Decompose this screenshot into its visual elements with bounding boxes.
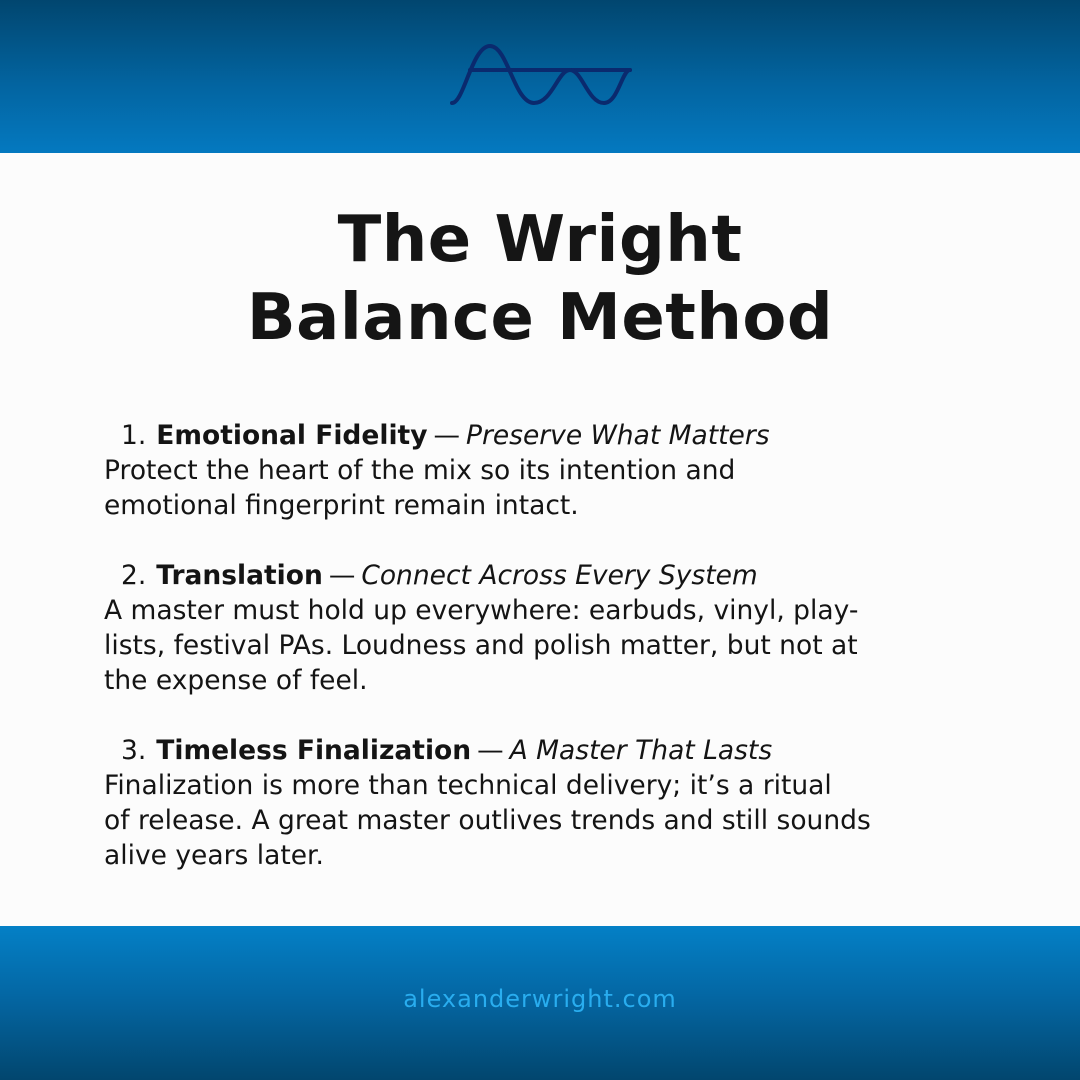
item-subtitle: Connect Across Every System [361,560,758,591]
item-number: 2. [121,560,147,591]
item-name: Timeless Finalization [156,735,472,766]
item-name: Translation [156,560,323,591]
item-description-line: A master must hold up everywhere: earbuds, vinyl, play- [104,595,859,626]
item-subtitle: A Master That Lasts [509,735,773,766]
waveform-logo-icon [448,40,634,110]
item-dash: — [433,420,460,451]
item-subtitle: Preserve What Matters [465,420,770,451]
header-band [0,0,1080,153]
item-heading [104,558,1004,593]
item-number: 1. [121,420,147,451]
item-description [104,453,1004,523]
title-line-2: Balance Method [246,281,834,355]
item-description-line: the expense of feel. [104,665,368,696]
method-list [104,418,1004,908]
item-description-line: Protect the heart of the mix so its intention and [104,455,736,486]
item-description-line: alive years later. [104,840,324,871]
item-name: Emotional Fidelity [156,420,428,451]
item-description-line: of release. A great master outlives trends and still sounds [104,805,871,836]
list-item [104,418,1004,523]
title-line-1: The Wright [337,203,743,277]
item-description [104,593,1004,698]
main-content [0,153,1080,926]
item-dash: — [477,735,504,766]
item-description [104,768,1004,873]
list-item [104,558,1004,698]
website-link[interactable]: alexanderwright.com [403,985,677,1013]
item-description-line: emotional fingerprint remain intact. [104,490,579,521]
item-description-line: lists, festival PAs. Loudness and polish matter, but not at [104,630,858,661]
item-heading [104,418,1004,453]
item-number: 3. [121,735,147,766]
list-item [104,733,1004,873]
item-dash: — [328,560,356,591]
item-heading [104,733,1004,768]
footer-band [0,926,1080,1080]
item-description-line: Finalization is more than technical delivery; it’s a ritual [104,770,832,801]
page-title [0,201,1080,357]
